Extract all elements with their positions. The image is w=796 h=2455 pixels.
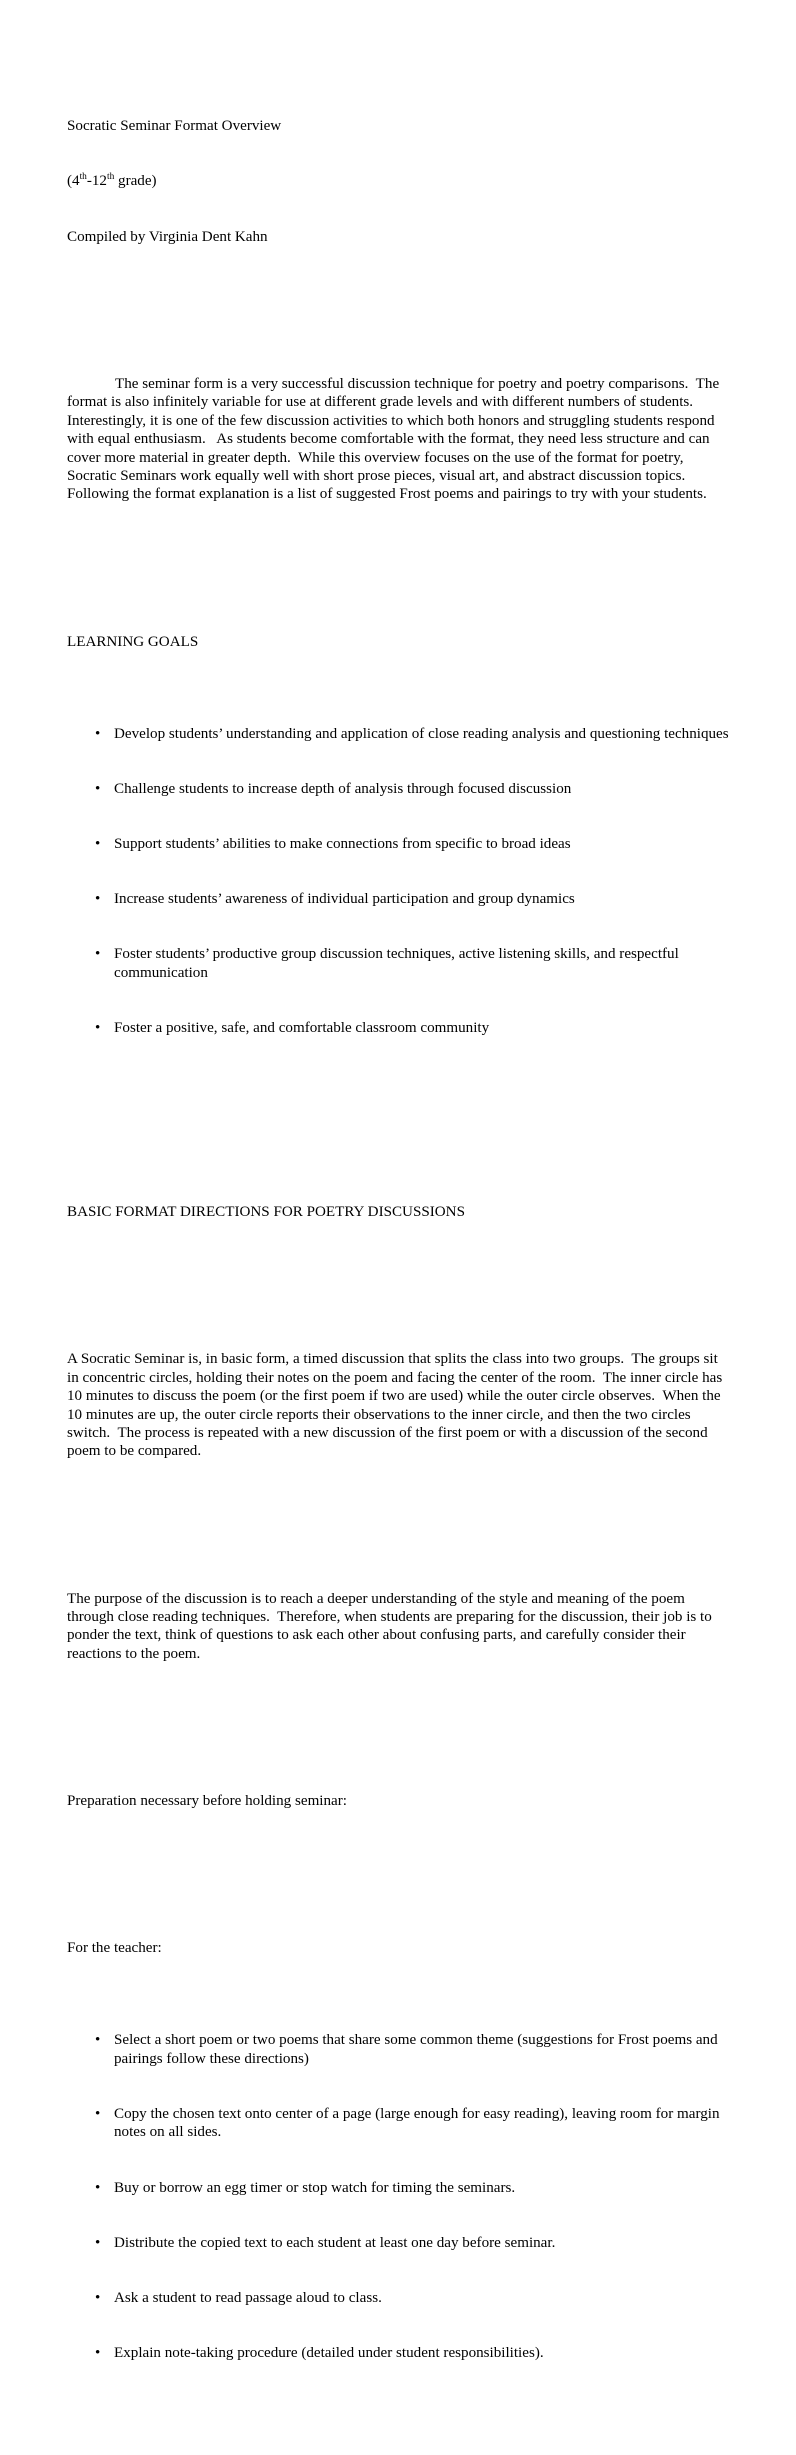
list-item-label: Copy the chosen text onto center of a page (large enough for easy reading), leaving room for margin notes on all sides. <box>114 2105 724 2141</box>
grade-range-suffix: grade) <box>114 173 157 190</box>
list-item <box>67 2031 731 2068</box>
grade-ordinal-suffix-second: th <box>106 172 115 183</box>
list-item-label: Challenge students to increase depth of analysis through focused discussion <box>114 780 572 797</box>
list-item <box>67 890 731 908</box>
list-item <box>67 2289 731 2307</box>
teacher-preparation-list <box>67 1995 731 2400</box>
basic-format-heading: BASIC FORMAT DIRECTIONS FOR POETRY DISCUSSIONS <box>67 1204 465 1221</box>
grade-ordinal-suffix-first: th <box>79 172 87 183</box>
spacer-after-title <box>67 301 731 319</box>
basic-format-paragraph-2: The purpose of the discussion is to reach a deeper understanding of the style and meaning of the poem through close reading techniques. Therefore, when students are preparing for the discussion, their job is to ponder the text, think of questions to ask each other about confusing parts, and carefully consider their reactions to the poem. <box>67 1590 716 1662</box>
spacer-after-learning-goals <box>67 1130 731 1148</box>
list-item <box>67 2344 731 2362</box>
spacer-after-basic-format-heading <box>67 1277 731 1295</box>
for-the-teacher-heading: For the teacher: <box>67 1940 162 1957</box>
list-item <box>67 780 731 798</box>
list-item-label: Distribute the copied text to each student at least one day before seminar. <box>114 2234 556 2251</box>
grade-range-middle: -12 <box>86 173 107 190</box>
list-item-label: Foster students’ productive group discussion techniques, active listening skills, and respectful communication <box>114 946 683 981</box>
preparation-heading: Preparation necessary before holding seminar: <box>67 1793 347 1810</box>
document-title-line-1: Socratic Seminar Format Overview <box>67 118 282 135</box>
list-item-label: Foster a positive, safe, and comfortable classroom community <box>114 1020 490 1037</box>
spacer-between-format-paragraphs <box>67 1516 731 1534</box>
list-item-label: Support students’ abilities to make connections from specific to broad ideas <box>114 836 571 853</box>
list-item-label: Develop students’ understanding and application of close reading analysis and questioning techniques <box>114 725 729 742</box>
learning-goals-heading: LEARNING GOALS <box>67 633 199 650</box>
list-item <box>67 2179 731 2197</box>
list-item-label: Buy or borrow an egg timer or stop watch for timing the seminars. <box>114 2179 516 2196</box>
intro-paragraph: The seminar form is a very successful discussion technique for poetry and poetry comparisons. The format is also infinitely variable for use at different grade levels and with different numbers of students. Interestingly, it is one of the few discussion activities to which both honors and struggling students respond with equal enthusiasm. As students become comfortable with the format, they need less structure and can cover more material in greater depth. While this overview focuses on the use of the format for poetry, Socratic Seminars work equally well with short prose pieces, visual art, and abstract discussion topics. Following the format explanation is a list of suggested Frost poems and pairings to try with your students. <box>67 375 723 503</box>
list-item <box>67 2105 731 2142</box>
list-item <box>67 2234 731 2252</box>
document-grade-range-line <box>67 172 731 190</box>
list-item-label: Select a short poem or two poems that share some common theme (suggestions for Frost poems and pairings follow these directions) <box>114 2032 722 2067</box>
list-item-label: Increase students’ awareness of individual participation and group dynamics <box>114 891 575 908</box>
list-item <box>67 725 731 743</box>
spacer-after-intro <box>67 559 731 577</box>
list-item-label: Explain note-taking procedure (detailed under student responsibilities). <box>114 2345 544 2362</box>
list-item <box>67 1019 731 1037</box>
document-body <box>67 62 731 2455</box>
grade-range-prefix: (4 <box>67 173 80 190</box>
list-item <box>67 945 731 982</box>
document-author-line: Compiled by Virginia Dent Kahn <box>67 228 268 245</box>
basic-format-paragraph-1: A Socratic Seminar is, in basic form, a timed discussion that splits the class into two groups. The groups sit in concentric circles, holding their notes on the poem and facing the center of the room. The inner circle has 10 minutes to discuss the poem (or the first poem if two are used) while the outer circle observes. When the 10 minutes are up, the outer circle reports their observations to the inner circle, and then the two circles switch. The process is repeated with a new discussion of the first poem or with a discussion of the second poem to be compared. <box>67 1351 727 1460</box>
learning-goals-list <box>67 688 731 1075</box>
list-item-label: Ask a student to read passage aloud to class. <box>114 2290 382 2307</box>
spacer-after-format-paragraph-2 <box>67 1718 731 1736</box>
spacer-after-preparation-heading <box>67 1866 731 1884</box>
list-item <box>67 835 731 853</box>
